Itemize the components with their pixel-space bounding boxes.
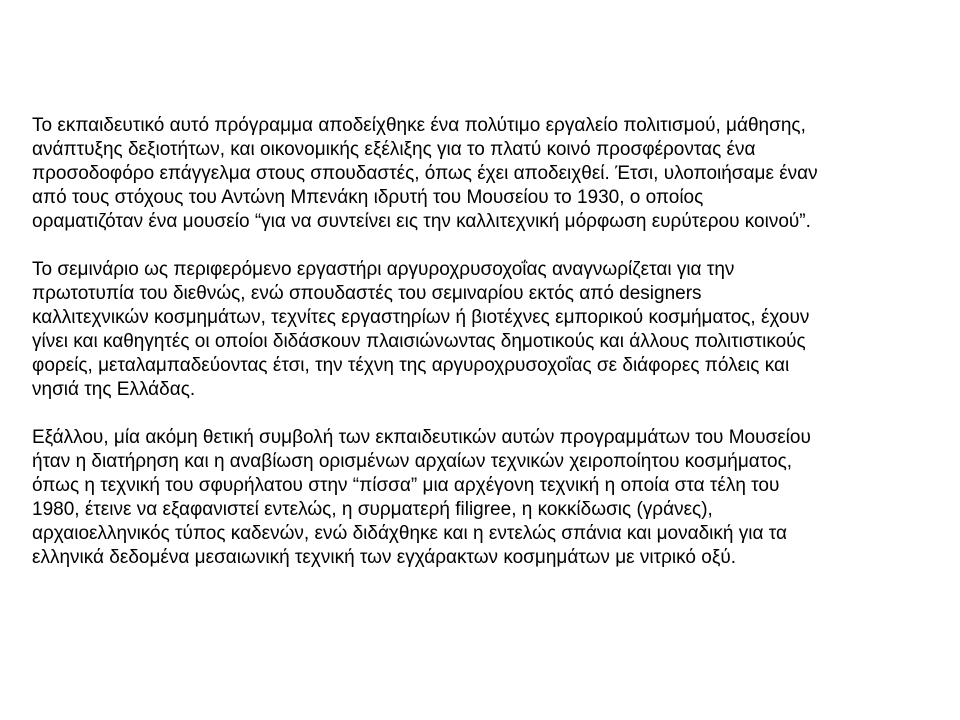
paragraph-line: ελληνικά δεδομένα μεσαιωνική τεχνική των εγχάρακτων κοσμημάτων με νιτρικό οξύ. xyxy=(32,547,737,568)
paragraph-1 xyxy=(32,114,932,234)
paragraph-line: καλλιτεχνικών κοσμημάτων, τεχνίτες εργαστηρίων ή βιοτέχνες εμπορικού κοσμήματος, έχουν xyxy=(32,307,810,328)
paragraph-line: Το σεμινάριο ως περιφερόμενο εργαστήρι αργυροχρυσοχοΐας αναγνωρίζεται για την xyxy=(32,259,735,280)
paragraph-line: Εξάλλου, μία ακόμη θετική συμβολή των εκπαιδευτικών αυτών προγραμμάτων του Μουσείου xyxy=(32,427,811,448)
text-body xyxy=(32,114,932,570)
paragraph-line: οραματιζόταν ένα μουσείο “για να συντείνει εις την καλλιτεχνική μόρφωση ευρύτερου κοινού”. xyxy=(32,211,811,232)
paragraph-line: ήταν η διατήρηση και η αναβίωση ορισμένων αρχαίων τεχνικών χειροποίητου κοσμήματος, xyxy=(32,451,792,472)
paragraph-line: από τους στόχους του Αντώνη Μπενάκη ιδρυτή του Μουσείου το 1930, ο οποίος xyxy=(32,187,704,208)
paragraph-line: γίνει και καθηγητές οι οποίοι διδάσκουν πλαισιώνωντας δημοτικούς και άλλους πολιτιστικούς xyxy=(32,331,806,352)
paragraph-3 xyxy=(32,426,932,570)
paragraph-spacer xyxy=(32,402,932,426)
paragraph-line: πρωτοτυπία του διεθνώς, ενώ σπουδαστές του σεμιναρίου εκτός από designers xyxy=(32,283,702,304)
paragraph-line: ανάπτυξης δεξιοτήτων, και οικονομικής εξέλιξης για το πλατύ κοινό προσφέροντας ένα xyxy=(32,139,756,160)
paragraph-line: φορείς, μεταλαμπαδεύοντας έτσι, την τέχνη της αργυροχρυσοχοΐας σε διάφορες πόλεις και xyxy=(32,355,790,376)
paragraph-line: νησιά της Ελλάδας. xyxy=(32,379,196,400)
paragraph-line: Το εκπαιδευτικό αυτό πρόγραμμα αποδείχθηκε ένα πολύτιμο εργαλείο πολιτισμού, μάθησης, xyxy=(32,115,806,136)
paragraph-line: όπως η τεχνική του σφυρήλατου στην “πίσσα” μια αρχέγονη τεχνική η οποία στα τέλη του xyxy=(32,475,780,496)
paragraph-line: 1980, έτεινε να εξαφανιστεί εντελώς, η συρματερή filigree, η κοκκίδωσις (γράνες), xyxy=(32,499,713,520)
paragraph-spacer xyxy=(32,234,932,258)
paragraph-2 xyxy=(32,258,932,402)
paragraph-line: αρχαιοελληνικός τύπος καδενών, ενώ διδάχθηκε και η εντελώς σπάνια και μοναδική για τα xyxy=(32,523,787,544)
paragraph-line: προσοδοφόρο επάγγελμα στους σπουδαστές, όπως έχει αποδειχθεί. Έτσι, υλοποιήσαμε έναν xyxy=(32,163,818,184)
